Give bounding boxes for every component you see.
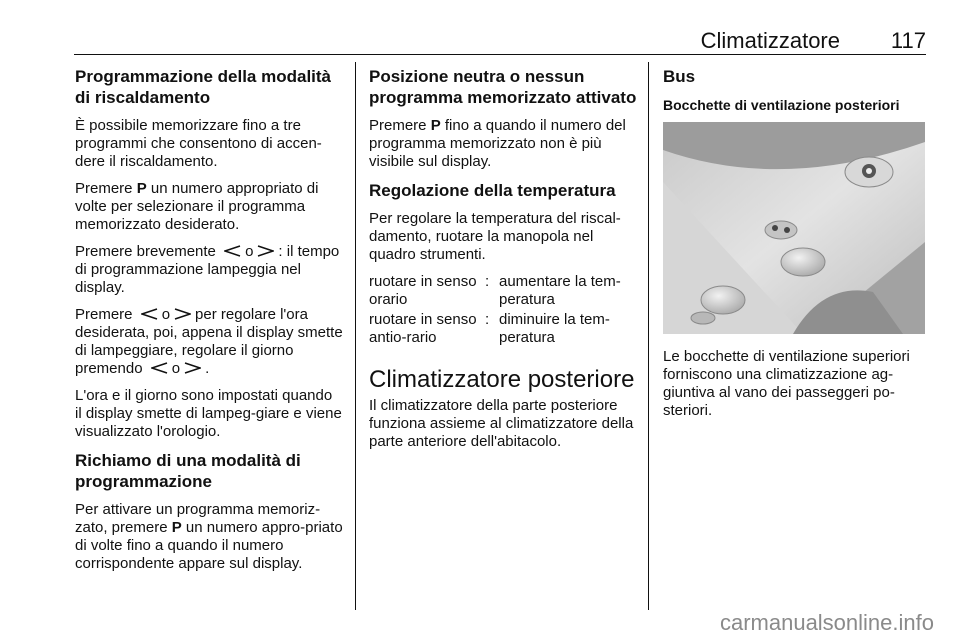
paragraph: È possibile memorizzare fino a tre programmi che consentono di accen-dere il riscaldamento. xyxy=(75,117,322,170)
header-title: Climatizzatore xyxy=(700,28,840,53)
subsection-heading: Bocchette di ventilazione posteriori xyxy=(663,97,900,113)
paragraph: Premere P un numero appropriato di volte per selezionare il programma memorizzato desiderato. xyxy=(75,180,319,233)
key-p: P xyxy=(171,519,182,536)
column-divider xyxy=(355,62,356,610)
chapter-heading: Climatizzatore posteriore xyxy=(369,366,635,393)
table-row: ruotare in senso antio-rario : diminuire la tem-peratura xyxy=(369,311,610,346)
arrow-left-icon xyxy=(224,245,241,257)
paragraph: L'ora e il giorno sono impostati quando il display smette di lampeg-giare e viene visualizzato l'orologio. xyxy=(75,387,342,440)
section-heading: Bus xyxy=(663,67,696,86)
paragraph: Premere o per regolare l'ora desiderata, poi, appena il display smette di lampeggiare, regolare il giorno premendo o . xyxy=(75,306,343,377)
paragraph: Premere P fino a quando il numero del programma memorizzato non è più visibile sul display. xyxy=(369,117,626,170)
section-heading: Programmazione della modalità di riscaldamento xyxy=(75,67,332,107)
key-p: P xyxy=(430,117,441,134)
table-row: ruotare in senso orario : aumentare la tem-peratura xyxy=(369,273,621,308)
section-heading: Richiamo di una modalità di programmazione xyxy=(75,451,301,491)
section-heading: Regolazione della temperatura xyxy=(369,181,616,200)
paragraph: Per regolare la temperatura del riscal-damento, ruotare la manopola nel quadro strumenti. xyxy=(369,210,621,263)
arrow-right-icon xyxy=(174,308,191,320)
column-divider xyxy=(648,62,649,610)
page-number: 117 xyxy=(890,28,926,53)
arrow-right-icon xyxy=(257,245,274,257)
column-2 xyxy=(369,66,637,460)
page-header xyxy=(74,28,926,55)
paragraph: Per attivare un programma memoriz-zato, premere P un numero appro-priato di volte fino a quando il numero corrispondente appare sul display. xyxy=(75,501,343,572)
key-p: P xyxy=(136,180,147,197)
paragraph: Il climatizzatore della parte posteriore funziona assieme al climatizzatore della parte anteriore dell'abitacolo. xyxy=(369,397,634,450)
rotation-table xyxy=(369,273,637,347)
section-heading: Posizione neutra o nessun programma memorizzato attivato xyxy=(369,67,637,107)
column-1 xyxy=(75,66,343,582)
arrow-right-icon xyxy=(184,362,201,374)
arrow-left-icon xyxy=(141,308,158,320)
column-3 xyxy=(663,66,933,429)
watermark: carmanualsonline.info xyxy=(719,610,934,635)
arrow-left-icon xyxy=(151,362,168,374)
paragraph: Le bocchette di ventilazione superiori forniscono una climatizzazione ag-giuntiva al vano dei passeggeri po-steriori. xyxy=(663,348,910,419)
rear-vents-photo xyxy=(663,122,925,334)
paragraph: Premere brevemente o : il tempo di programmazione lampeggia nel display. xyxy=(75,243,340,296)
